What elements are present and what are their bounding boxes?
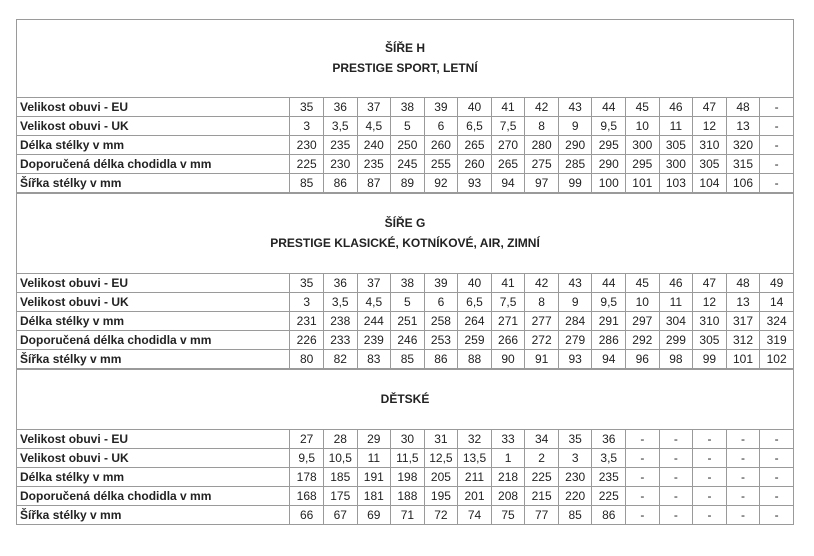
table-cell: 11,5 — [391, 449, 425, 468]
table-cell: 39 — [424, 98, 458, 117]
table-cell: - — [760, 430, 794, 449]
table-cell: - — [760, 468, 794, 487]
table-cell: - — [760, 117, 794, 136]
table-cell: 265 — [491, 155, 525, 174]
table-cell: 13 — [726, 293, 760, 312]
table-cell: 230 — [558, 468, 592, 487]
table-cell: 292 — [626, 331, 660, 350]
table-cell: 77 — [525, 506, 559, 525]
table-cell: 48 — [726, 98, 760, 117]
table-cell: 104 — [693, 174, 727, 193]
table-cell: 66 — [290, 506, 324, 525]
table-cell: 106 — [726, 174, 760, 193]
table-cell: 102 — [760, 350, 794, 369]
table-cell: 85 — [558, 506, 592, 525]
table-cell: 35 — [558, 430, 592, 449]
section-subtitle: PRESTIGE SPORT, LETNÍ — [332, 61, 478, 75]
table-cell: 98 — [659, 350, 693, 369]
table-cell: 83 — [357, 350, 391, 369]
table-cell: 280 — [525, 136, 559, 155]
table-cell: 239 — [357, 331, 391, 350]
table-cell: 291 — [592, 312, 626, 331]
table-cell: 6 — [424, 117, 458, 136]
row-label: Velikost obuvi - EU — [17, 274, 290, 293]
section-header-kids — [16, 369, 794, 429]
table-cell: 266 — [491, 331, 525, 350]
table-cell: 230 — [290, 136, 324, 155]
table-cell: 233 — [323, 331, 357, 350]
row-label: Šířka stélky v mm — [17, 506, 290, 525]
table-cell: 71 — [391, 506, 425, 525]
table-row — [17, 274, 794, 293]
table-cell: 4,5 — [357, 293, 391, 312]
table-cell: 250 — [391, 136, 425, 155]
table-cell: 225 — [592, 487, 626, 506]
table-cell: - — [693, 506, 727, 525]
table-row — [17, 293, 794, 312]
table-cell: 271 — [491, 312, 525, 331]
section-title: ŠÍŘE H — [384, 41, 425, 55]
table-cell: 270 — [491, 136, 525, 155]
table-cell: 6,5 — [458, 117, 492, 136]
table-cell: - — [726, 449, 760, 468]
table-cell: 32 — [458, 430, 492, 449]
row-label: Velikost obuvi - UK — [17, 449, 290, 468]
size-table-width-g — [16, 273, 794, 369]
table-cell: 40 — [458, 274, 492, 293]
table-cell: 238 — [323, 312, 357, 331]
table-cell: 272 — [525, 331, 559, 350]
section-header-width-h — [16, 19, 794, 97]
table-cell: 168 — [290, 487, 324, 506]
table-cell: 69 — [357, 506, 391, 525]
row-label: Doporučená délka chodidla v mm — [17, 331, 290, 350]
table-cell: 67 — [323, 506, 357, 525]
table-cell: 225 — [525, 468, 559, 487]
table-cell: 29 — [357, 430, 391, 449]
size-table-width-h — [16, 97, 794, 193]
table-cell: 4,5 — [357, 117, 391, 136]
table-cell: 88 — [458, 350, 492, 369]
table-cell: 48 — [726, 274, 760, 293]
table-row — [17, 312, 794, 331]
table-cell: 305 — [693, 155, 727, 174]
table-row — [17, 430, 794, 449]
table-cell: 312 — [726, 331, 760, 350]
table-cell: 10,5 — [323, 449, 357, 468]
table-cell: 30 — [391, 430, 425, 449]
row-label: Šířka stélky v mm — [17, 350, 290, 369]
table-cell: 275 — [525, 155, 559, 174]
table-cell: 45 — [626, 274, 660, 293]
table-cell: 38 — [391, 98, 425, 117]
table-cell: 198 — [391, 468, 425, 487]
table-cell: 188 — [391, 487, 425, 506]
table-cell: - — [626, 506, 660, 525]
section-title: ŠÍŘE G — [384, 216, 426, 230]
table-cell: 277 — [525, 312, 559, 331]
table-cell: 90 — [491, 350, 525, 369]
table-cell: - — [626, 430, 660, 449]
table-cell: - — [760, 174, 794, 193]
table-cell: 10 — [626, 293, 660, 312]
table-cell: 99 — [558, 174, 592, 193]
table-cell: 92 — [424, 174, 458, 193]
table-cell: - — [659, 506, 693, 525]
table-cell: 96 — [626, 350, 660, 369]
table-cell: 28 — [323, 430, 357, 449]
table-cell: 264 — [458, 312, 492, 331]
table-cell: 103 — [659, 174, 693, 193]
table-cell: 10 — [626, 117, 660, 136]
table-cell: 36 — [592, 430, 626, 449]
table-cell: 181 — [357, 487, 391, 506]
row-label: Doporučená délka chodidla v mm — [17, 155, 290, 174]
table-cell: 235 — [357, 155, 391, 174]
table-cell: 41 — [491, 274, 525, 293]
table-cell: 279 — [558, 331, 592, 350]
table-cell: 12,5 — [424, 449, 458, 468]
table-cell: 86 — [592, 506, 626, 525]
table-cell: 87 — [357, 174, 391, 193]
table-row — [17, 449, 794, 468]
table-cell: 220 — [558, 487, 592, 506]
table-cell: 295 — [592, 136, 626, 155]
row-label: Délka stélky v mm — [17, 468, 290, 487]
table-cell: - — [726, 468, 760, 487]
table-cell: 6 — [424, 293, 458, 312]
table-cell: - — [760, 155, 794, 174]
table-cell: 3 — [290, 293, 324, 312]
table-cell: 185 — [323, 468, 357, 487]
table-cell: - — [726, 506, 760, 525]
row-label: Velikost obuvi - EU — [17, 98, 290, 117]
table-row — [17, 331, 794, 350]
table-cell: 259 — [458, 331, 492, 350]
table-cell: 195 — [424, 487, 458, 506]
table-cell: 310 — [693, 136, 727, 155]
table-cell: 7,5 — [491, 293, 525, 312]
table-cell: 244 — [357, 312, 391, 331]
table-cell: 178 — [290, 468, 324, 487]
table-cell: 9 — [558, 117, 592, 136]
table-cell: 260 — [424, 136, 458, 155]
table-cell: 47 — [693, 98, 727, 117]
table-cell: 240 — [357, 136, 391, 155]
section-header-width-g — [16, 193, 794, 273]
table-cell: - — [693, 449, 727, 468]
table-cell: 74 — [458, 506, 492, 525]
table-cell: 34 — [525, 430, 559, 449]
table-cell: 42 — [525, 274, 559, 293]
table-cell: 37 — [357, 274, 391, 293]
table-cell: 300 — [659, 155, 693, 174]
row-label: Velikost obuvi - UK — [17, 293, 290, 312]
table-cell: 191 — [357, 468, 391, 487]
table-cell: - — [693, 487, 727, 506]
table-row — [17, 98, 794, 117]
table-cell: 11 — [357, 449, 391, 468]
size-chart — [16, 19, 794, 525]
table-cell: 89 — [391, 174, 425, 193]
table-cell: - — [659, 468, 693, 487]
table-cell: 1 — [491, 449, 525, 468]
table-cell: - — [760, 506, 794, 525]
table-cell: 3,5 — [323, 293, 357, 312]
table-cell: 13 — [726, 117, 760, 136]
table-cell: - — [760, 136, 794, 155]
table-cell: 285 — [558, 155, 592, 174]
table-cell: 72 — [424, 506, 458, 525]
table-cell: 255 — [424, 155, 458, 174]
table-cell: 205 — [424, 468, 458, 487]
table-cell: 14 — [760, 293, 794, 312]
table-cell: 245 — [391, 155, 425, 174]
table-row — [17, 487, 794, 506]
table-cell: 315 — [726, 155, 760, 174]
table-cell: 42 — [525, 98, 559, 117]
table-cell: 9,5 — [592, 293, 626, 312]
table-cell: 101 — [626, 174, 660, 193]
table-cell: 310 — [693, 312, 727, 331]
table-cell: 319 — [760, 331, 794, 350]
table-cell: 5 — [391, 117, 425, 136]
table-cell: - — [626, 468, 660, 487]
section-title: DĚTSKÉ — [380, 392, 430, 406]
table-cell: 43 — [558, 274, 592, 293]
row-label: Délka stélky v mm — [17, 312, 290, 331]
table-row — [17, 174, 794, 193]
table-cell: 3 — [558, 449, 592, 468]
table-cell: 40 — [458, 98, 492, 117]
table-cell: 13,5 — [458, 449, 492, 468]
table-cell: 3,5 — [323, 117, 357, 136]
table-cell: 246 — [391, 331, 425, 350]
table-cell: 218 — [491, 468, 525, 487]
row-label: Doporučená délka chodidla v mm — [17, 487, 290, 506]
table-row — [17, 506, 794, 525]
table-cell: 299 — [659, 331, 693, 350]
table-cell: 43 — [558, 98, 592, 117]
table-cell: - — [626, 449, 660, 468]
table-cell: 12 — [693, 293, 727, 312]
table-cell: - — [760, 98, 794, 117]
table-cell: 12 — [693, 117, 727, 136]
table-cell: 290 — [592, 155, 626, 174]
table-row — [17, 136, 794, 155]
table-cell: 8 — [525, 293, 559, 312]
table-cell: 265 — [458, 136, 492, 155]
table-cell: 317 — [726, 312, 760, 331]
table-cell: 75 — [491, 506, 525, 525]
table-cell: 36 — [323, 98, 357, 117]
table-cell: 38 — [391, 274, 425, 293]
table-cell: 100 — [592, 174, 626, 193]
section-subtitle: PRESTIGE KLASICKÉ, KOTNÍKOVÉ, AIR, ZIMNÍ — [270, 236, 540, 250]
table-cell: 2 — [525, 449, 559, 468]
table-cell: 45 — [626, 98, 660, 117]
table-cell: 215 — [525, 487, 559, 506]
table-cell: 9,5 — [290, 449, 324, 468]
table-cell: 295 — [626, 155, 660, 174]
table-cell: 93 — [558, 350, 592, 369]
table-cell: - — [659, 430, 693, 449]
table-cell: 85 — [290, 174, 324, 193]
table-cell: 101 — [726, 350, 760, 369]
table-cell: 305 — [693, 331, 727, 350]
table-cell: 46 — [659, 98, 693, 117]
table-cell: 33 — [491, 430, 525, 449]
table-cell: 82 — [323, 350, 357, 369]
table-cell: 324 — [760, 312, 794, 331]
table-cell: - — [693, 430, 727, 449]
table-cell: - — [760, 449, 794, 468]
table-cell: 5 — [391, 293, 425, 312]
row-label: Šířka stélky v mm — [17, 174, 290, 193]
table-cell: 46 — [659, 274, 693, 293]
table-row — [17, 468, 794, 487]
table-cell: 11 — [659, 117, 693, 136]
table-cell: 99 — [693, 350, 727, 369]
table-row — [17, 155, 794, 174]
table-cell: 253 — [424, 331, 458, 350]
table-cell: 97 — [525, 174, 559, 193]
table-cell: 91 — [525, 350, 559, 369]
table-cell: 211 — [458, 468, 492, 487]
table-cell: 86 — [424, 350, 458, 369]
table-cell: 31 — [424, 430, 458, 449]
table-cell: 231 — [290, 312, 324, 331]
table-cell: 305 — [659, 136, 693, 155]
table-cell: 47 — [693, 274, 727, 293]
table-cell: 300 — [626, 136, 660, 155]
table-cell: - — [659, 449, 693, 468]
row-label: Délka stélky v mm — [17, 136, 290, 155]
table-cell: 3 — [290, 117, 324, 136]
table-cell: 9 — [558, 293, 592, 312]
table-cell: 284 — [558, 312, 592, 331]
table-cell: 37 — [357, 98, 391, 117]
table-cell: 86 — [323, 174, 357, 193]
table-cell: 35 — [290, 98, 324, 117]
table-cell: 94 — [491, 174, 525, 193]
table-cell: 35 — [290, 274, 324, 293]
table-cell: 251 — [391, 312, 425, 331]
table-cell: 6,5 — [458, 293, 492, 312]
table-cell: 44 — [592, 274, 626, 293]
table-cell: 3,5 — [592, 449, 626, 468]
table-cell: 235 — [592, 468, 626, 487]
table-cell: 94 — [592, 350, 626, 369]
table-cell: - — [726, 430, 760, 449]
table-cell: 235 — [323, 136, 357, 155]
table-cell: 304 — [659, 312, 693, 331]
table-cell: 85 — [391, 350, 425, 369]
table-cell: - — [659, 487, 693, 506]
table-cell: 320 — [726, 136, 760, 155]
table-cell: - — [626, 487, 660, 506]
table-cell: 39 — [424, 274, 458, 293]
table-cell: 260 — [458, 155, 492, 174]
table-cell: 290 — [558, 136, 592, 155]
table-cell: 36 — [323, 274, 357, 293]
table-cell: 7,5 — [491, 117, 525, 136]
row-label: Velikost obuvi - EU — [17, 430, 290, 449]
table-row — [17, 117, 794, 136]
table-cell: 208 — [491, 487, 525, 506]
table-cell: 226 — [290, 331, 324, 350]
table-cell: 286 — [592, 331, 626, 350]
table-cell: - — [693, 468, 727, 487]
table-cell: - — [760, 487, 794, 506]
row-label: Velikost obuvi - UK — [17, 117, 290, 136]
table-cell: 44 — [592, 98, 626, 117]
table-row — [17, 350, 794, 369]
table-cell: 80 — [290, 350, 324, 369]
table-cell: 175 — [323, 487, 357, 506]
table-cell: 27 — [290, 430, 324, 449]
size-table-kids — [16, 429, 794, 525]
table-cell: 9,5 — [592, 117, 626, 136]
table-cell: - — [726, 487, 760, 506]
table-cell: 8 — [525, 117, 559, 136]
table-cell: 297 — [626, 312, 660, 331]
table-cell: 49 — [760, 274, 794, 293]
table-cell: 201 — [458, 487, 492, 506]
table-cell: 225 — [290, 155, 324, 174]
table-cell: 230 — [323, 155, 357, 174]
table-cell: 41 — [491, 98, 525, 117]
table-cell: 258 — [424, 312, 458, 331]
table-cell: 11 — [659, 293, 693, 312]
table-cell: 93 — [458, 174, 492, 193]
